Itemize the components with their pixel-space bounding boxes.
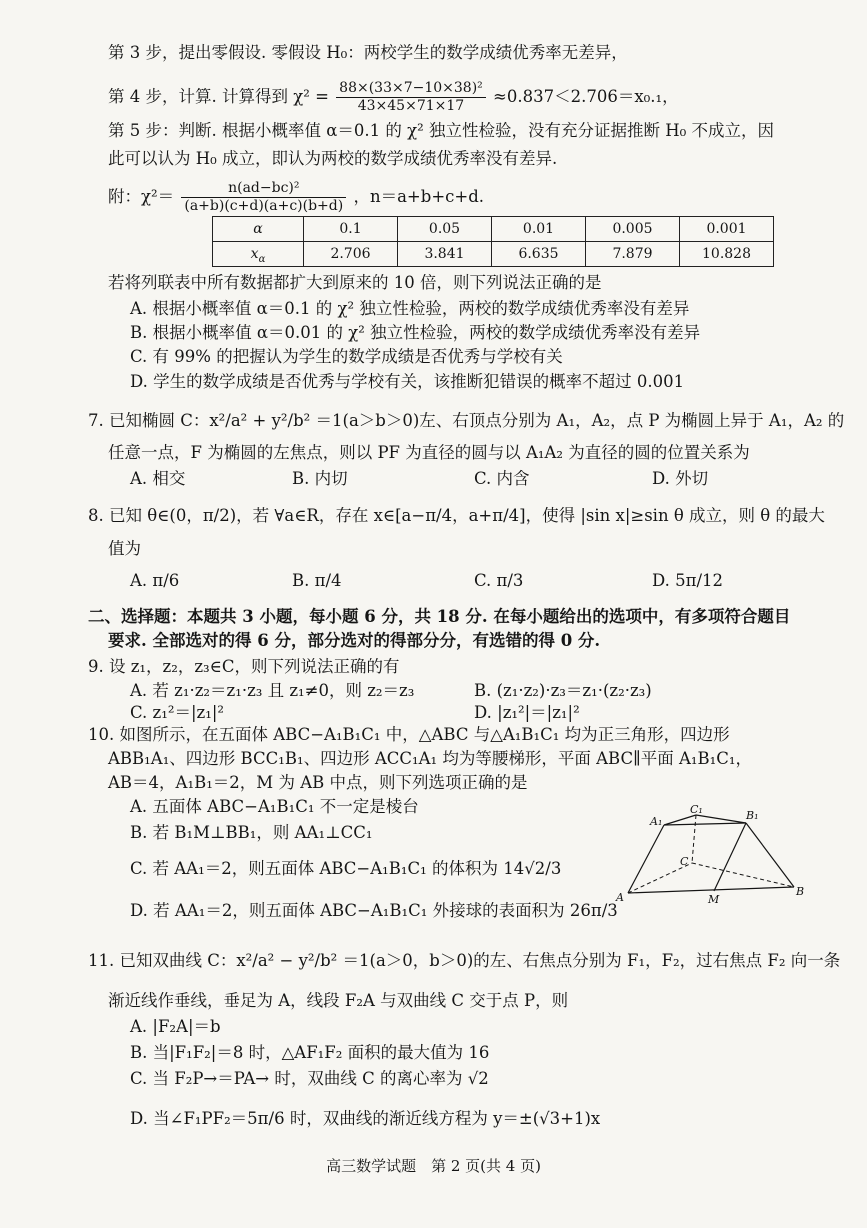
table-header-x: $x_\alpha$ xyxy=(213,242,304,267)
q8-option-c: C. π/3 xyxy=(474,571,524,590)
edge-a1c1 xyxy=(664,815,696,825)
step4-prefix: 第 4 步，计算. 计算得到 χ² = xyxy=(108,87,329,106)
q10-line1: 10. 如图所示，在五面体 ABC−A₁B₁C₁ 中，△ABC 与△A₁B₁C₁ 均为正三角形，四边形 xyxy=(88,725,730,744)
step4-line xyxy=(108,80,679,115)
q7-option-c: C. 内含 xyxy=(474,469,530,488)
edge-c1b1 xyxy=(696,815,746,823)
step5-line1: 第 5 步：判断. 根据小概率值 α＝0.1 的 χ² 独立性检验，没有充分证据推断 H₀ 不成立，因 xyxy=(108,121,774,140)
q6-option-c: C. 有 99% 的把握认为学生的数学成绩是否优秀与学校有关 xyxy=(130,347,563,366)
q9-option-b: B. (z₁·z₂)·z₃＝z₁·(z₂·z₃) xyxy=(474,681,652,700)
table-cell: 0.01 xyxy=(492,217,586,242)
q8-option-b: B. π/4 xyxy=(292,571,342,590)
pentahedron-figure xyxy=(616,803,810,906)
table-row-alpha xyxy=(213,217,774,242)
appendix-suffix: ，n＝a+b+c+d. xyxy=(353,187,485,206)
q11-line1: 11. 已知双曲线 C：x²/a² − y²/b² ＝1(a＞0，b＞0)的左、右焦点分别为 F₁，F₂，过右焦点 F₂ 向一条 xyxy=(88,951,841,970)
q6-option-b: B. 根据小概率值 α＝0.01 的 χ² 独立性检验，两校的数学成绩优秀率没有差异 xyxy=(130,323,701,342)
table-row-x xyxy=(213,242,774,267)
q10-option-d: D. 若 AA₁＝2，则五面体 ABC−A₁B₁C₁ 外接球的表面积为 26π/3 xyxy=(130,901,618,920)
table-cell: 7.879 xyxy=(586,242,680,267)
q7-line1: 7. 已知椭圆 C：x²/a² + y²/b² ＝1(a＞b＞0)左、右顶点分别为 A₁，A₂，点 P 为椭圆上异于 A₁，A₂ 的 xyxy=(88,411,845,430)
step3-text: 第 3 步，提出零假设. 零假设 H₀：两校学生的数学成绩优秀率无差异， xyxy=(108,43,628,62)
table-cell: 6.635 xyxy=(492,242,586,267)
appendix-prefix: 附：χ²＝ xyxy=(108,187,175,206)
appendix-numerator: n(ad−bc)² xyxy=(181,180,346,198)
step4-denominator: 43×45×71×17 xyxy=(357,98,465,114)
q11-option-c: C. 当 F₂P→＝PA→ 时，双曲线 C 的离心率为 √2 xyxy=(130,1069,489,1088)
label-m: M xyxy=(708,893,720,906)
q9-option-a: A. 若 z₁·z₂＝z₁·z₃ 且 z₁≠0，则 z₂＝z₃ xyxy=(130,681,415,700)
table-cell: 0.005 xyxy=(586,217,680,242)
label-b1: B₁ xyxy=(746,809,759,822)
appendix-fraction xyxy=(181,180,346,215)
label-c1: C₁ xyxy=(690,803,703,816)
edge-b1m xyxy=(714,823,746,891)
edge-cc1 xyxy=(692,815,696,863)
table-header-x-label: x xyxy=(250,246,259,262)
q7-option-a: A. 相交 xyxy=(130,469,186,488)
label-a: A xyxy=(616,891,624,904)
q9-option-d: D. |z₁²|＝|z₁|² xyxy=(474,703,580,722)
step5-line2: 此可以认为 H₀ 成立，即认为两校的数学成绩优秀率没有差异. xyxy=(108,149,558,168)
q9-stem: 9. 设 z₁，z₂，z₃∈C，则下列说法正确的有 xyxy=(88,657,400,676)
q8-line2: 值为 xyxy=(108,539,141,558)
table-cell: 0.001 xyxy=(680,217,774,242)
table-cell: 0.1 xyxy=(304,217,398,242)
q8-option-a: A. π/6 xyxy=(130,571,180,590)
label-c: C xyxy=(680,855,689,868)
q11-option-d: D. 当∠F₁PF₂＝5π/6 时，双曲线的渐近线方程为 y＝±(√3+1)x xyxy=(130,1109,601,1128)
label-a1: A₁ xyxy=(650,815,663,828)
q7-option-b: B. 内切 xyxy=(292,469,348,488)
q11-option-b: B. 当|F₁F₂|＝8 时，△AF₁F₂ 面积的最大值为 16 xyxy=(130,1043,490,1062)
section2-heading-line1: 二、选择题：本题共 3 小题，每小题 6 分，共 18 分. 在每小题给出的选项中，有多项符合题目 xyxy=(88,607,791,626)
appendix-denominator: (a+b)(c+d)(a+c)(b+d) xyxy=(184,198,344,214)
table-cell: 0.05 xyxy=(398,217,492,242)
q11-line2: 渐近线作垂线，垂足为 A，线段 F₂A 与双曲线 C 交于点 P，则 xyxy=(108,991,569,1010)
q6-option-d: D. 学生的数学成绩是否优秀与学校有关，该推断犯错误的概率不超过 0.001 xyxy=(130,372,685,391)
q8-line1: 8. 已知 θ∈(0，π/2)，若 ∀a∈R，存在 x∈[a−π/4，a+π/4]，使得 |sin x|≥sin θ 成立，则 θ 的最大 xyxy=(88,506,825,525)
table-cell: 3.841 xyxy=(398,242,492,267)
q9-option-c: C. z₁²＝|z₁|² xyxy=(130,703,224,722)
table-cell: 10.828 xyxy=(680,242,774,267)
edge-bb1 xyxy=(746,823,794,887)
page-footer: 高三数学试题 第 2 页(共 4 页) xyxy=(326,1157,541,1175)
q10-option-b: B. 若 B₁M⊥BB₁，则 AA₁⊥CC₁ xyxy=(130,823,373,842)
q11-option-a: A. |F₂A|＝b xyxy=(130,1017,221,1036)
q10-option-a: A. 五面体 ABC−A₁B₁C₁ 不一定是棱台 xyxy=(130,797,419,816)
step4-suffix: ≈0.837＜2.706＝x₀.₁， xyxy=(493,87,679,106)
q6-stem: 若将列联表中所有数据都扩大到原来的 10 倍，则下列说法正确的是 xyxy=(108,273,602,292)
edge-aa1 xyxy=(628,825,664,893)
edge-a1b1 xyxy=(664,823,746,825)
table-header-alpha: α xyxy=(213,217,304,242)
q8-option-d: D. 5π/12 xyxy=(652,571,724,590)
q7-option-d: D. 外切 xyxy=(652,469,709,488)
table-cell: 2.706 xyxy=(304,242,398,267)
step4-numerator: 88×(33×7−10×38)² xyxy=(336,80,486,98)
q10-line3: AB＝4，A₁B₁＝2，M 为 AB 中点，则下列选项正确的是 xyxy=(108,773,528,792)
label-b: B xyxy=(796,885,805,898)
q6-option-a: A. 根据小概率值 α＝0.1 的 χ² 独立性检验，两校的数学成绩优秀率没有差异 xyxy=(130,299,690,318)
q10-option-c: C. 若 AA₁＝2，则五面体 ABC−A₁B₁C₁ 的体积为 14√2/3 xyxy=(130,859,562,878)
step4-fraction xyxy=(336,80,486,115)
section2-heading-line2: 要求. 全部选对的得 6 分，部分选对的得部分分，有选错的得 0 分. xyxy=(108,631,601,650)
appendix-formula xyxy=(108,180,484,215)
q10-line2: ABB₁A₁、四边形 BCC₁B₁、四边形 ACC₁A₁ 均为等腰梯形，平面 ABC∥平面 A₁B₁C₁， xyxy=(108,749,752,768)
q7-line2: 任意一点，F 为椭圆的左焦点，则以 PF 为直径的圆与以 A₁A₂ 为直径的圆的位置关系为 xyxy=(108,443,750,462)
critical-value-table xyxy=(212,216,774,267)
